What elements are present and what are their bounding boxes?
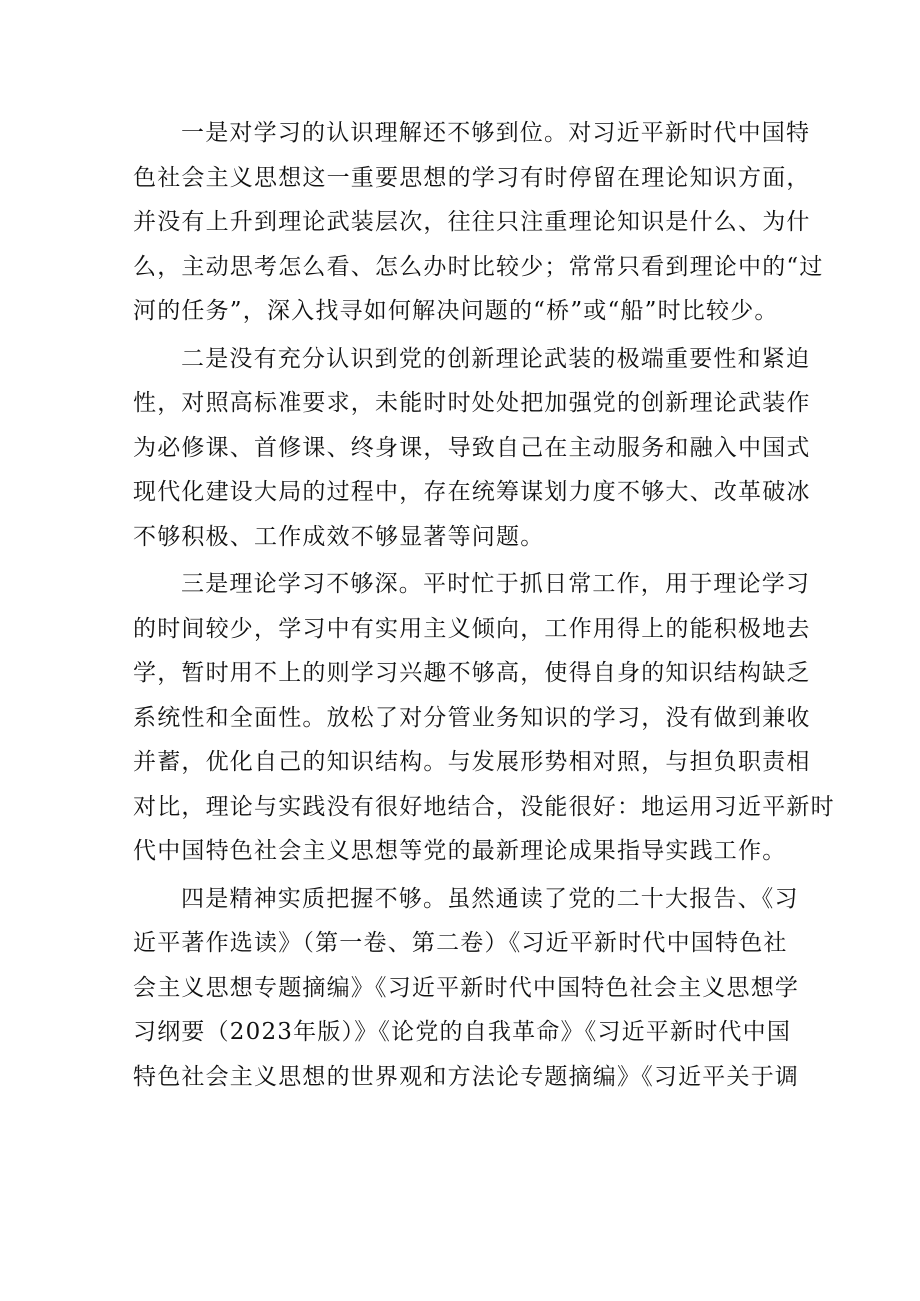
paragraph-line: 四是精神实质把握不够。虽然通读了党的二十大报告、《习	[181, 885, 799, 912]
paragraph-line: 并蓄，优化自己的知识结构。与发展形势相对照，与担负职责相	[133, 749, 811, 775]
paragraph-3	[133, 562, 835, 874]
paragraph-line: 并没有上升到理论武装层次，往往只注重理论知识是什么、为什	[133, 209, 811, 235]
paragraph-line: 一是对学习的认识理解还不够到位。对习近平新时代中国特	[181, 120, 811, 146]
paragraph-line: 不够积极、工作成效不够显著等问题。	[133, 523, 545, 550]
paragraph-2	[133, 337, 811, 560]
paragraph-line: 学，暂时用不上的则学习兴趣不够高，使得自身的知识结构缺乏	[133, 660, 811, 686]
paragraph-line: 代中国特色社会主义思想等党的最新理论成果指导实践工作。	[133, 838, 787, 864]
paragraph-line: 二是没有充分认识到党的创新理论武装的极端重要性和紧迫	[181, 345, 811, 372]
paragraph-line: 三是理论学习不够深。平时忙于抓日常工作，用于理论学习	[181, 571, 811, 597]
paragraph-line: 对比，理论与实践没有很好地结合，没能很好：地运用习近平新时	[133, 793, 835, 820]
paragraph-line: 性，对照高标准要求，未能时时处处把加强党的创新理论武装作	[133, 390, 811, 416]
paragraph-line: 特色社会主义思想的世界观和方法论专题摘编》《习近平关于调	[133, 1063, 800, 1090]
document-body	[133, 111, 835, 1099]
paragraph-line: 习纲要（2023年版）》《论党的自我革命》《习近平新时代中国	[133, 1019, 792, 1045]
paragraph-line: 么，主动思考怎么看、怎么办时比较少；常常只看到理论中的“过	[133, 253, 824, 280]
paragraph-4	[133, 877, 800, 1100]
paragraph-line: 现代化建设大局的过程中，存在统筹谋划力度不够大、改革破冰	[133, 479, 811, 505]
paragraph-line: 会主义思想专题摘编》《习近平新时代中国特色社会主义思想学	[133, 974, 800, 1001]
paragraph-line: 为必修课、首修课、终身课，导致自己在主动服务和融入中国式	[133, 434, 811, 461]
paragraph-line: 近平著作选读》（第一卷、第二卷）《习近平新时代中国特色社	[133, 930, 788, 956]
paragraph-line: 河的任务”，深入找寻如何解决问题的“桥”或“船”时比较少。	[133, 298, 779, 324]
paragraph-line: 的时间较少，学习中有实用主义倾向，工作用得上的能积极地去	[133, 615, 811, 642]
paragraph-line: 色社会主义思想这一重要思想的学习有时停留在理论知识方面，	[133, 164, 811, 191]
paragraph-line: 系统性和全面性。放松了对分管业务知识的学习，没有做到兼收	[133, 704, 811, 731]
paragraph-1	[133, 111, 824, 334]
